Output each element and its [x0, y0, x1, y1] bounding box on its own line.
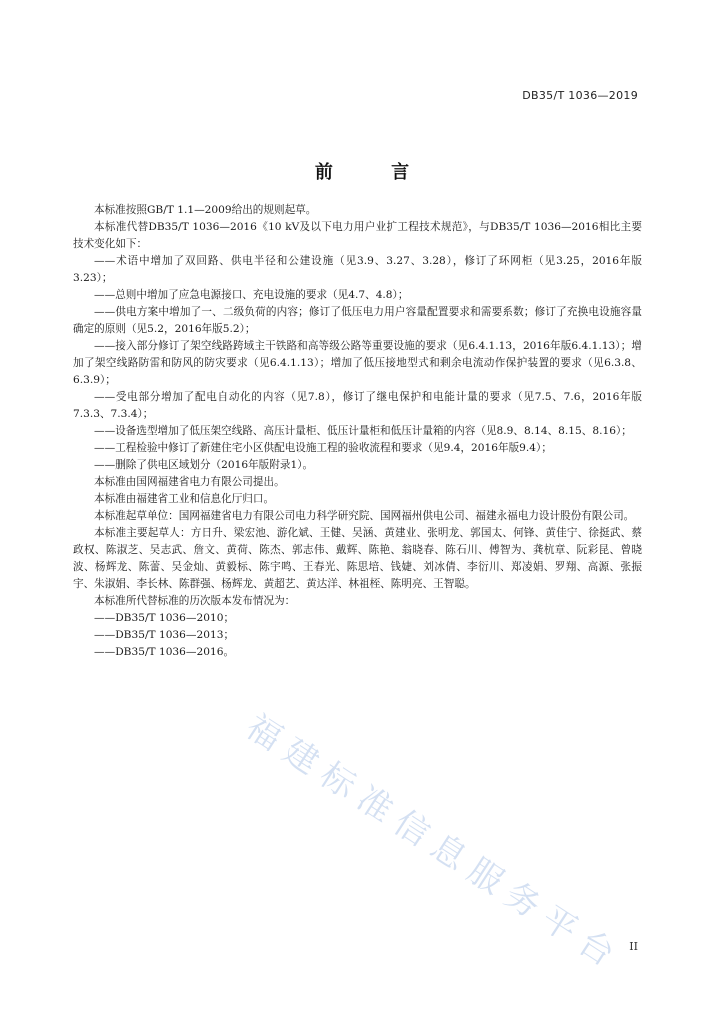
paragraph: 本标准主要起草人：方日升、梁宏池、游化斌、王健、吴涵、黄建业、张明龙、郭国太、何锋、黄佳宁、徐挺武、蔡政权、陈淑芝、吴志武、詹文、黄荷、陈杰、郭志伟、戴辉、陈艳、翁晓春、陈石川、傅智为、龚杭章、阮彩昆、曾晓波、杨辉龙、陈蕾、吴金灿、黄毅标、陈宇鸣、王春光、陈思培、钱婕、刘冰倩、李衍川、郑凌娟、罗翔、高源、张振宇、朱淑娟、李长林、陈群强、杨辉龙、黄超艺、黄达洋、林祖桎、陈明亮、王智聪。 [73, 527, 642, 590]
paragraph: ——设备选型增加了低压架空线路、高压计量柜、低压计量柜和低压计量箱的内容（见8.9、8.14、8.15、8.16）； [94, 425, 632, 437]
paragraph: 本标准由国网福建省电力有限公司提出。 [94, 476, 285, 488]
paragraph: 本标准所代替标准的历次版本发布情况为： [94, 595, 296, 607]
paragraph: ——工程检验中修订了新建住宅小区供配电设施工程的验收流程和要求（见9.4，2016年版9.4）； [94, 442, 552, 454]
paragraph: ——术语中增加了双回路、供电半径和公建设施（见3.9、3.27、3.28），修订了环网柜（见3.25，2016年版3.23）； [73, 255, 642, 284]
paragraph: ——DB35/T 1036—2016。 [94, 646, 235, 658]
paragraph: ——受电部分增加了配电自动化的内容（见7.8），修订了继电保护和电能计量的要求（见7.5、7.6，2016年版7.3.3、7.3.4）； [73, 391, 642, 420]
paragraph: ——总则中增加了应急电源接口、充电设施的要求（见4.7、4.8）； [94, 289, 409, 301]
paragraph: ——DB35/T 1036—2013； [94, 629, 235, 641]
paragraph: ——供电方案中增加了一、二级负荷的内容；修订了低压电力用户容量配置要求和需要系数；修订了充换电设施容量确定的原则（见5.2，2016年版5.2）； [73, 306, 642, 335]
foreword-body [73, 202, 642, 661]
paragraph: ——DB35/T 1036—2010； [94, 612, 235, 624]
paragraph: 本标准由福建省工业和信息化厅归口。 [94, 493, 275, 505]
paragraph: 本标准按照GB/T 1.1—2009给出的规则起草。 [94, 204, 317, 216]
paragraph: 本标准起草单位：国网福建省电力有限公司电力科学研究院、国网福州供电公司、福建永福电力设计股份有限公司。 [94, 510, 635, 522]
page-number: II [629, 940, 638, 953]
paragraph: ——删除了供电区域划分（2016年版附录1）。 [94, 459, 314, 471]
page-title: 前 言 [314, 162, 436, 183]
watermark: 福建标准信息服务平台 [238, 706, 630, 980]
standard-code: DB35/T 1036—2019 [522, 89, 638, 102]
paragraph: 本标准代替DB35/T 1036—2016《10 kV及以下电力用户业扩工程技术规范》，与DB35/T 1036—2016相比主要技术变化如下： [73, 221, 642, 250]
paragraph: ——接入部分修订了架空线路跨域主干铁路和高等级公路等重要设施的要求（见6.4.1.13，2016年版6.4.1.13）；增加了架空线路防雷和防风的防灾要求（见6.4.1.13）；增加了低压接地型式和剩余电流动作保护装置的要求（见6.3.8、6.3.9）； [73, 340, 642, 386]
